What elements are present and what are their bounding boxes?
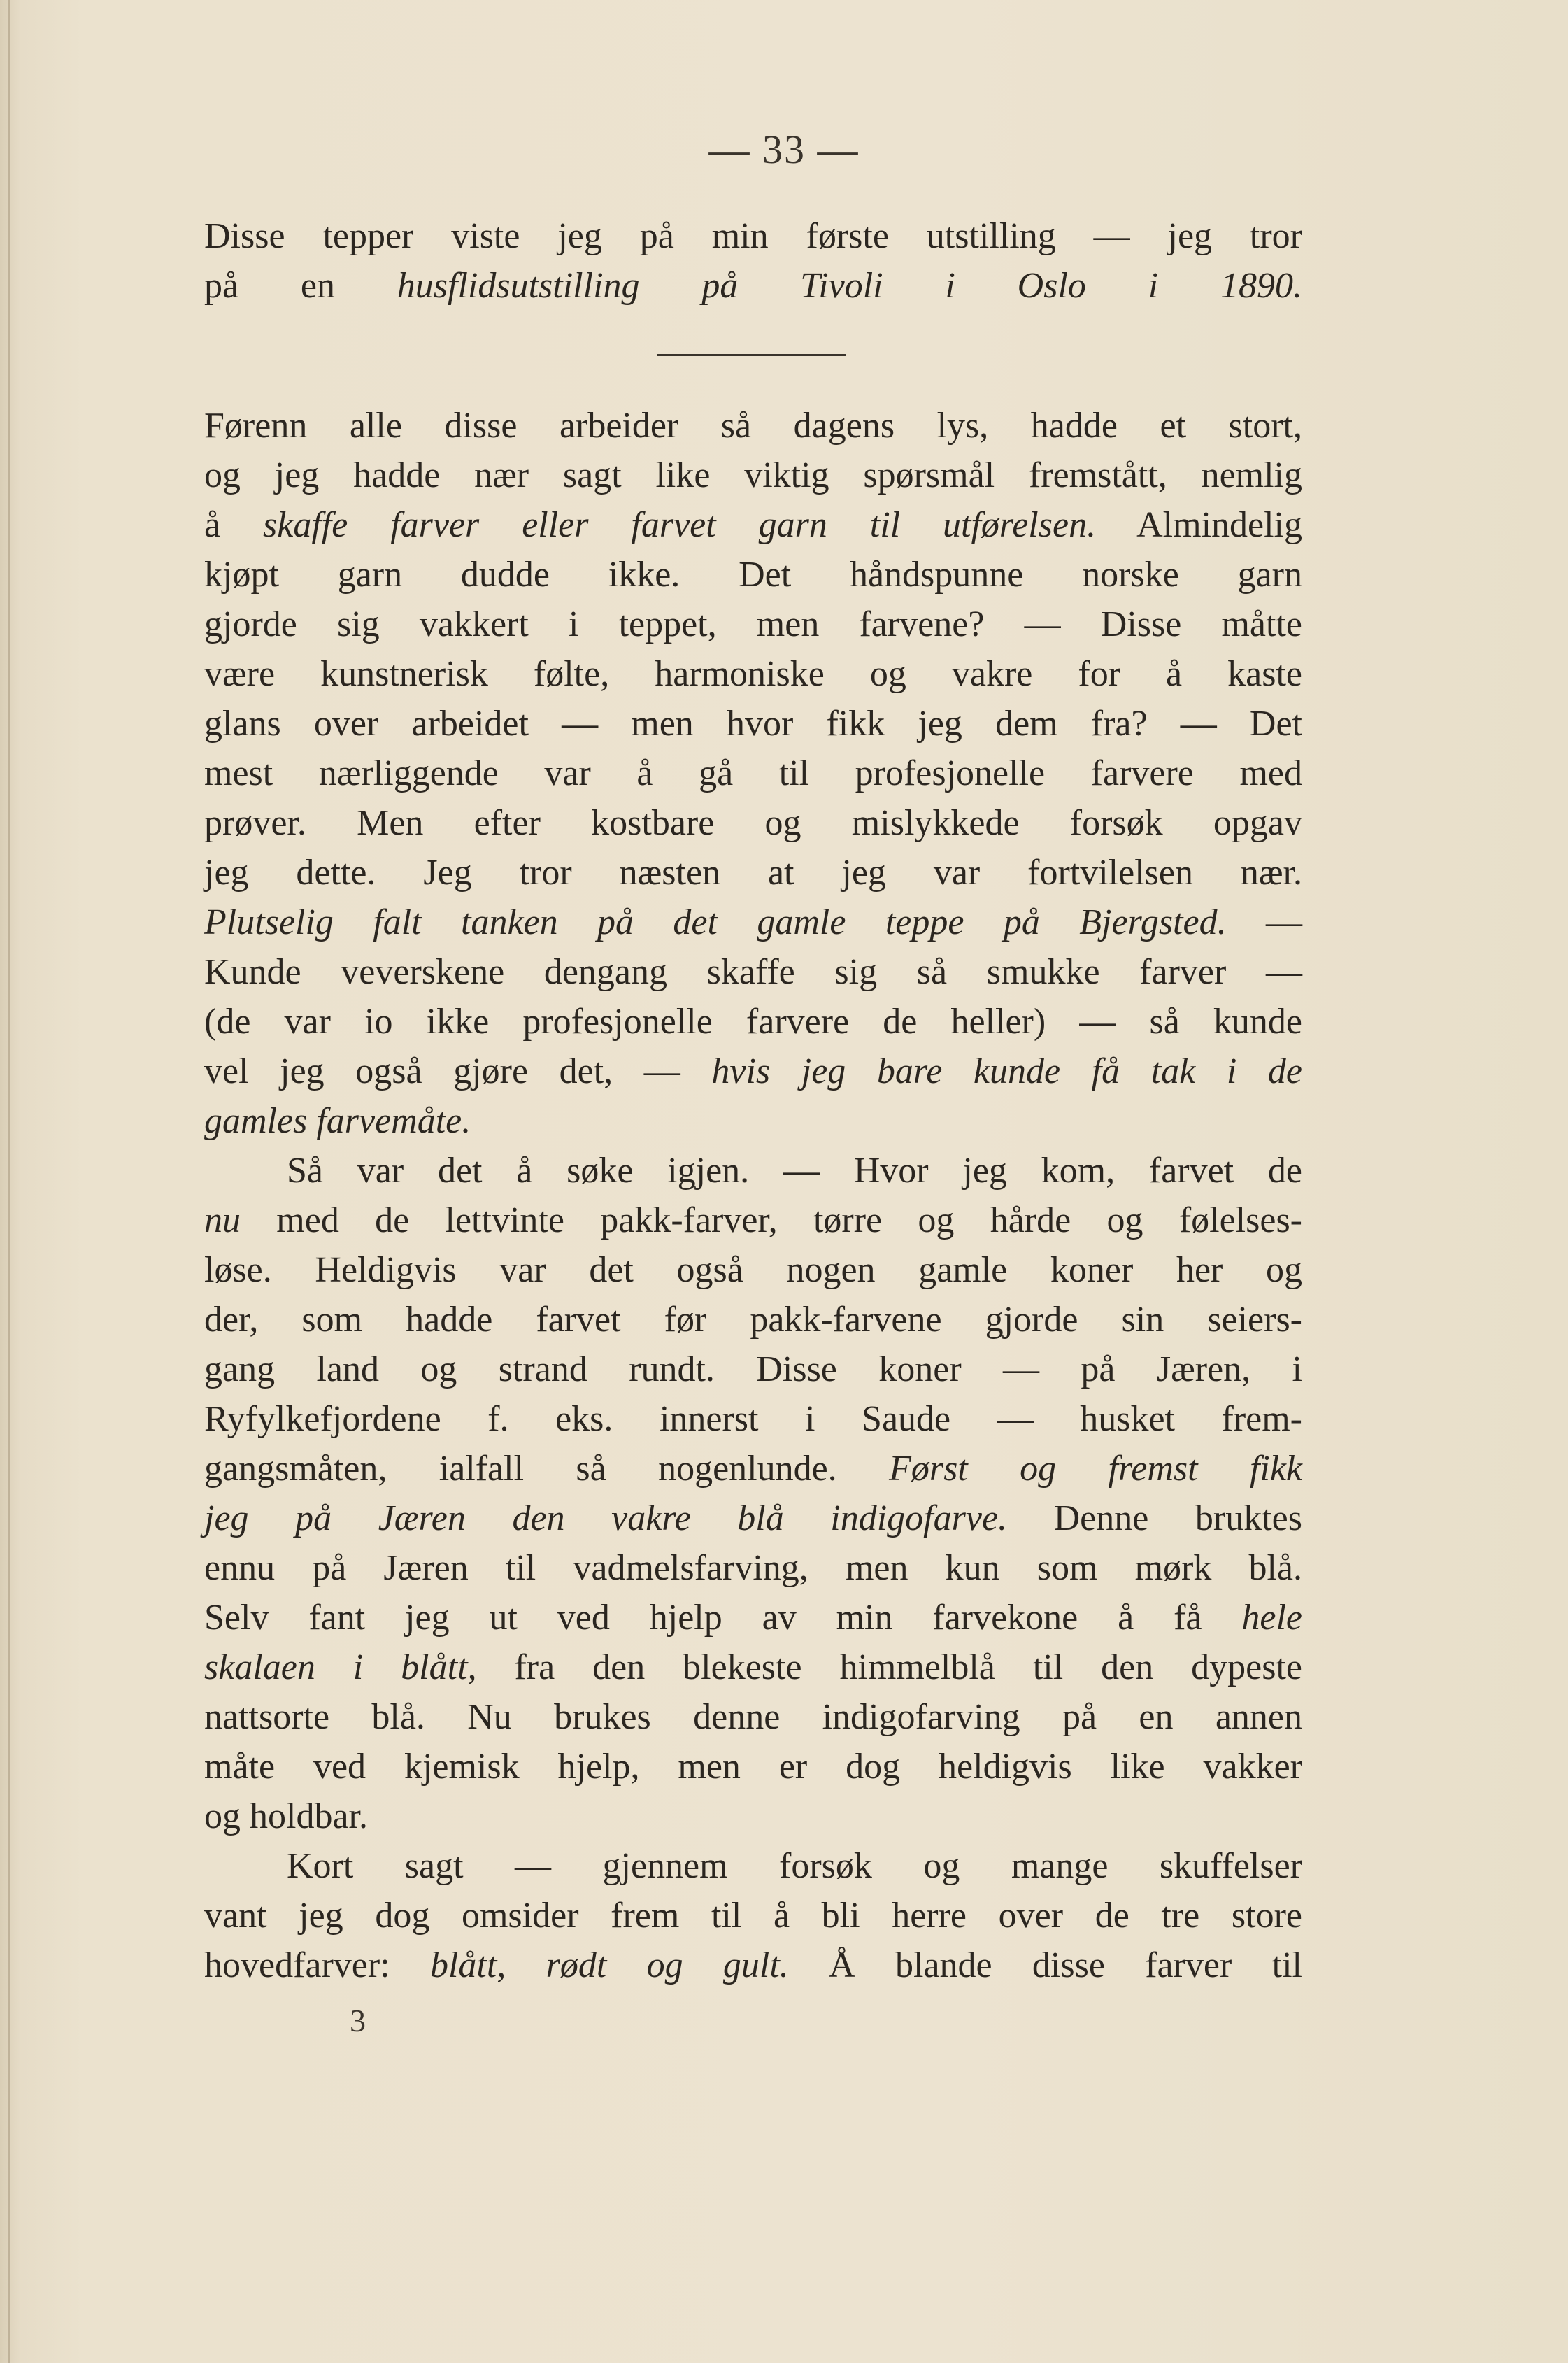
text-line <box>204 649 1302 699</box>
text-line <box>204 500 1302 550</box>
text-run: måte ved kjemisk hjelp, men er dog heldigvis like vakker <box>204 1747 1302 1787</box>
text-line <box>204 997 1302 1046</box>
text-run: løse. Heldigvis var det også nogen gamle koner her og <box>204 1250 1302 1290</box>
italic-text: hele <box>1241 1598 1302 1638</box>
text-line <box>204 1692 1302 1742</box>
binding-edge <box>8 0 10 2363</box>
text-run: prøver. Men efter kostbare og mislykkede forsøk opgav <box>204 803 1302 843</box>
text-line <box>204 550 1302 599</box>
italic-text: Først og fremst fikk <box>889 1449 1302 1489</box>
text-run: gjorde sig vakkert i teppet, men farvene? — Disse måtte <box>204 604 1302 644</box>
text-run: med de lettvinte pakk-farver, tørre og hårde og følelses- <box>241 1200 1302 1240</box>
text-line <box>204 401 1302 450</box>
text-line <box>204 1791 1302 1841</box>
text-run: der, som hadde farvet før pakk-farvene gjorde sin seiers- <box>204 1300 1302 1340</box>
text-run: hovedfarver: <box>204 1945 430 1985</box>
text-line <box>204 1295 1302 1344</box>
text-line <box>204 1096 1302 1146</box>
text-line <box>204 1543 1302 1593</box>
text-run: å <box>204 505 263 545</box>
text-line <box>204 599 1302 649</box>
text-line <box>204 1344 1302 1394</box>
text-line <box>204 1940 1302 1990</box>
section-divider <box>657 354 846 356</box>
italic-text: Plutselig falt tanken på det gamle teppe på Bjergsted. <box>204 902 1227 942</box>
text-run: gang land og strand rundt. Disse koner — på Jæren, i <box>204 1349 1302 1389</box>
italic-text: skalaen i blått, <box>204 1647 477 1687</box>
text-line <box>204 211 1302 261</box>
italic-text: blått, rødt og gult. <box>429 1945 789 1985</box>
italic-text: skaffe farver eller farvet garn til utførelsen. <box>263 505 1097 545</box>
text-run: Førenn alle disse arbeider så dagens lys, hadde et stort, <box>204 406 1302 446</box>
text-line <box>204 1394 1302 1444</box>
text-line <box>204 261 1302 311</box>
text-line <box>204 1891 1302 1940</box>
text-line <box>204 699 1302 748</box>
text-line <box>204 450 1302 500</box>
text-run: nattsorte blå. Nu brukes denne indigofarving på en annen <box>204 1697 1302 1737</box>
text-run: Kunde veverskene dengang skaffe sig så smukke farver — <box>204 952 1302 992</box>
text-run: og jeg hadde nær sagt like viktig spørsmål fremstått, nemlig <box>204 455 1302 495</box>
text-run: (de var io ikke profesjonelle farvere de heller) — så kunde <box>204 1002 1302 1042</box>
text-line <box>204 1146 1302 1195</box>
text-run: være kunstnerisk følte, harmoniske og vakre for å kaste <box>204 654 1302 694</box>
italic-text: gamles farvemåte. <box>204 1101 471 1141</box>
text-run: vel jeg også gjøre det, — <box>204 1051 712 1091</box>
text-run: Kort sagt — gjennem forsøk og mange skuffelser <box>287 1846 1302 1886</box>
text-run: Disse tepper viste jeg på min første utstilling — jeg tror <box>204 216 1302 256</box>
text-run: og holdbar. <box>204 1796 368 1836</box>
italic-text: nu <box>204 1200 241 1240</box>
text-line <box>204 1046 1302 1096</box>
text-run: vant jeg dog omsider frem til å bli herre over de tre store <box>204 1896 1302 1936</box>
text-run: på en <box>204 266 397 306</box>
text-run: Denne bruktes <box>1007 1498 1302 1538</box>
text-line <box>204 1593 1302 1642</box>
text-run: Almindelig <box>1096 505 1302 545</box>
text-line <box>204 1493 1302 1543</box>
text-run: Selv fant jeg ut ved hjelp av min farvekone å få <box>204 1598 1242 1638</box>
text-line <box>204 798 1302 848</box>
text-line <box>204 848 1302 897</box>
italic-text: hvis jeg bare kunde få tak i de <box>711 1051 1303 1091</box>
body-text <box>204 401 1302 1990</box>
intro-paragraph <box>204 211 1302 311</box>
page-number: — 33 — <box>708 127 860 172</box>
text-run: ennu på Jæren til vadmelsfarving, men kun som mørk blå. <box>204 1548 1302 1588</box>
text-run: gangsmåten, ialfall så nogenlunde. <box>204 1449 890 1489</box>
text-run: Å blande disse farver til <box>788 1945 1302 1985</box>
text-run: mest nærliggende var å gå til profesjonelle farvere med <box>204 753 1302 793</box>
text-line <box>204 1642 1302 1692</box>
text-run: Så var det å søke igjen. — Hvor jeg kom, farvet de <box>287 1151 1302 1191</box>
italic-text: husflidsutstilling på Tivoli i Oslo i 1890. <box>397 266 1302 306</box>
text-line <box>204 1195 1302 1245</box>
text-line <box>204 947 1302 997</box>
signature-mark: 3 <box>350 2003 366 2038</box>
text-run: glans over arbeidet — men hvor fikk jeg dem fra? — Det <box>204 704 1302 744</box>
text-line <box>204 1841 1302 1891</box>
text-run: jeg dette. Jeg tror næsten at jeg var fortvilelsen nær. <box>204 853 1302 893</box>
text-line <box>204 748 1302 798</box>
text-line <box>204 1245 1302 1295</box>
text-line <box>204 897 1302 947</box>
text-run: fra den blekeste himmelblå til den dypeste <box>476 1647 1302 1687</box>
text-run: kjøpt garn dudde ikke. Det håndspunne norske garn <box>204 555 1302 595</box>
text-run: — <box>1226 902 1302 942</box>
italic-text: jeg på Jæren den vakre blå indigofarve. <box>204 1498 1008 1538</box>
text-line <box>204 1444 1302 1493</box>
text-run: Ryfylkefjordene f. eks. innerst i Saude — husket frem- <box>204 1399 1302 1439</box>
text-line <box>204 1742 1302 1791</box>
